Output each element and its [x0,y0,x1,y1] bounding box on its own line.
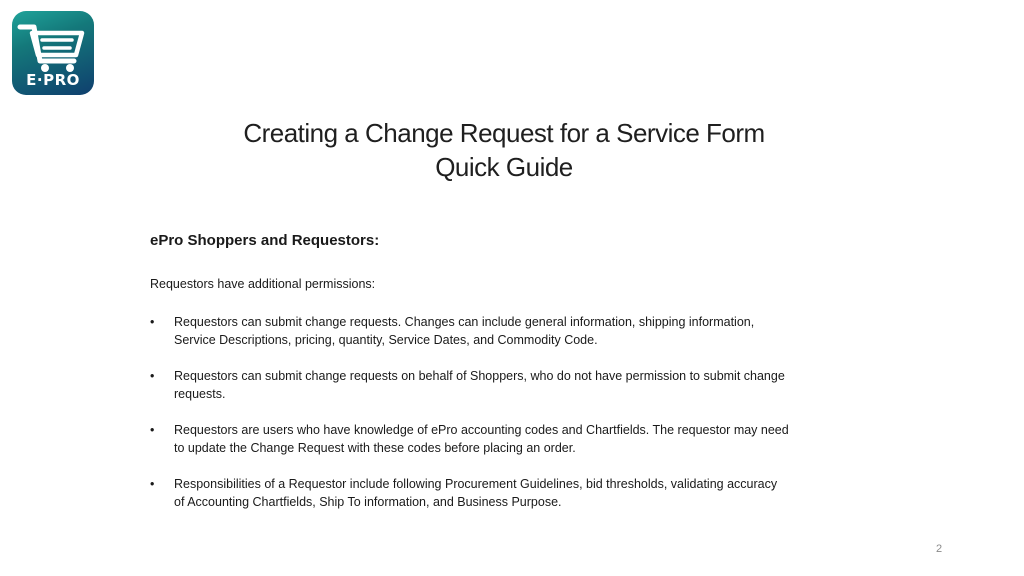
list-item [150,313,850,349]
bullet-line: Requestors are users who have knowledge of ePro accounting codes and Chartfields. The requestor may need [174,423,789,437]
logo-text: E·PRO [26,71,80,89]
title-line-1: Creating a Change Request for a Service Form [243,118,765,148]
epro-logo [12,11,94,95]
list-item [150,421,850,457]
bullet-line: of Accounting Chartfields, Ship To information, and Business Purpose. [174,495,562,509]
list-item [150,367,850,403]
bullet-marker: • [150,315,155,329]
bullet-marker: • [150,369,155,383]
bullet-marker: • [150,423,155,437]
bullet-list [150,313,850,529]
intro-text: Requestors have additional permissions: [150,277,376,291]
page-number: 2 [936,543,943,555]
bullet-line: Requestors can submit change requests. Changes can include general information, shipping information, [174,315,755,329]
bullet-line: Responsibilities of a Requestor include following Procurement Guidelines, bid thresholds, validating accuracy [174,477,778,491]
list-item [150,475,850,511]
bullet-line: to update the Change Request with these codes before placing an order. [174,441,576,455]
bullet-line: Requestors can submit change requests on behalf of Shoppers, who do not have permission to submit change [174,369,785,383]
title-line-2: Quick Guide [435,152,573,182]
bullet-line: requests. [174,387,226,401]
bullet-marker: • [150,477,155,491]
bullet-line: Service Descriptions, pricing, quantity, Service Dates, and Commodity Code. [174,333,598,347]
section-heading: ePro Shoppers and Requestors: [150,232,380,249]
page-title [0,116,1008,184]
